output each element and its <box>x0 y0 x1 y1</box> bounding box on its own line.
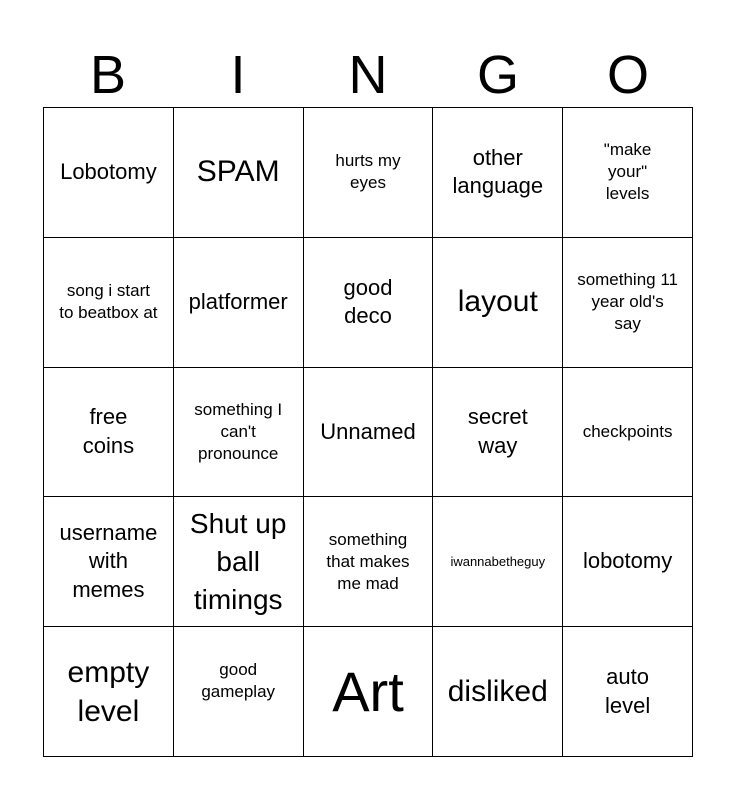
bingo-cell[interactable]: Unnamed <box>304 368 434 498</box>
bingo-cell[interactable]: Shut up ball timings <box>174 497 304 627</box>
bingo-cell[interactable]: something 11 year old's say <box>563 238 693 368</box>
bingo-cell[interactable]: SPAM <box>174 108 304 238</box>
header-letter-n: N <box>348 45 388 105</box>
bingo-cell[interactable]: iwannabetheguy <box>433 497 563 627</box>
bingo-cell[interactable]: song i start to beatbox at <box>44 238 174 368</box>
bingo-cell[interactable]: hurts my eyes <box>304 108 434 238</box>
bingo-cell[interactable]: Lobotomy <box>44 108 174 238</box>
bingo-cell[interactable]: empty level <box>44 627 174 757</box>
header-letter-g: G <box>476 45 519 105</box>
bingo-cell[interactable]: free coins <box>44 368 174 498</box>
header-letter-o: O <box>606 45 649 105</box>
bingo-header <box>43 40 693 110</box>
bingo-cell[interactable]: disliked <box>433 627 563 757</box>
bingo-cell[interactable]: something that makes me mad <box>304 497 434 627</box>
bingo-cell[interactable]: something I can't pronounce <box>174 368 304 498</box>
bingo-cell[interactable]: good gameplay <box>174 627 304 757</box>
bingo-cell[interactable]: platformer <box>174 238 304 368</box>
bingo-cell[interactable]: secret way <box>433 368 563 498</box>
bingo-cell[interactable]: other language <box>433 108 563 238</box>
bingo-cell[interactable]: auto level <box>563 627 693 757</box>
bingo-board <box>43 107 693 757</box>
bingo-cell[interactable]: good deco <box>304 238 434 368</box>
bingo-cell[interactable]: checkpoints <box>563 368 693 498</box>
bingo-cell[interactable]: lobotomy <box>563 497 693 627</box>
bingo-cell[interactable]: layout <box>433 238 563 368</box>
header-letter-i: I <box>230 45 246 105</box>
bingo-cell[interactable]: Art <box>304 627 434 757</box>
header-letter-b: B <box>89 45 127 105</box>
bingo-cell[interactable]: username with memes <box>44 497 174 627</box>
bingo-cell[interactable]: "make your" levels <box>563 108 693 238</box>
